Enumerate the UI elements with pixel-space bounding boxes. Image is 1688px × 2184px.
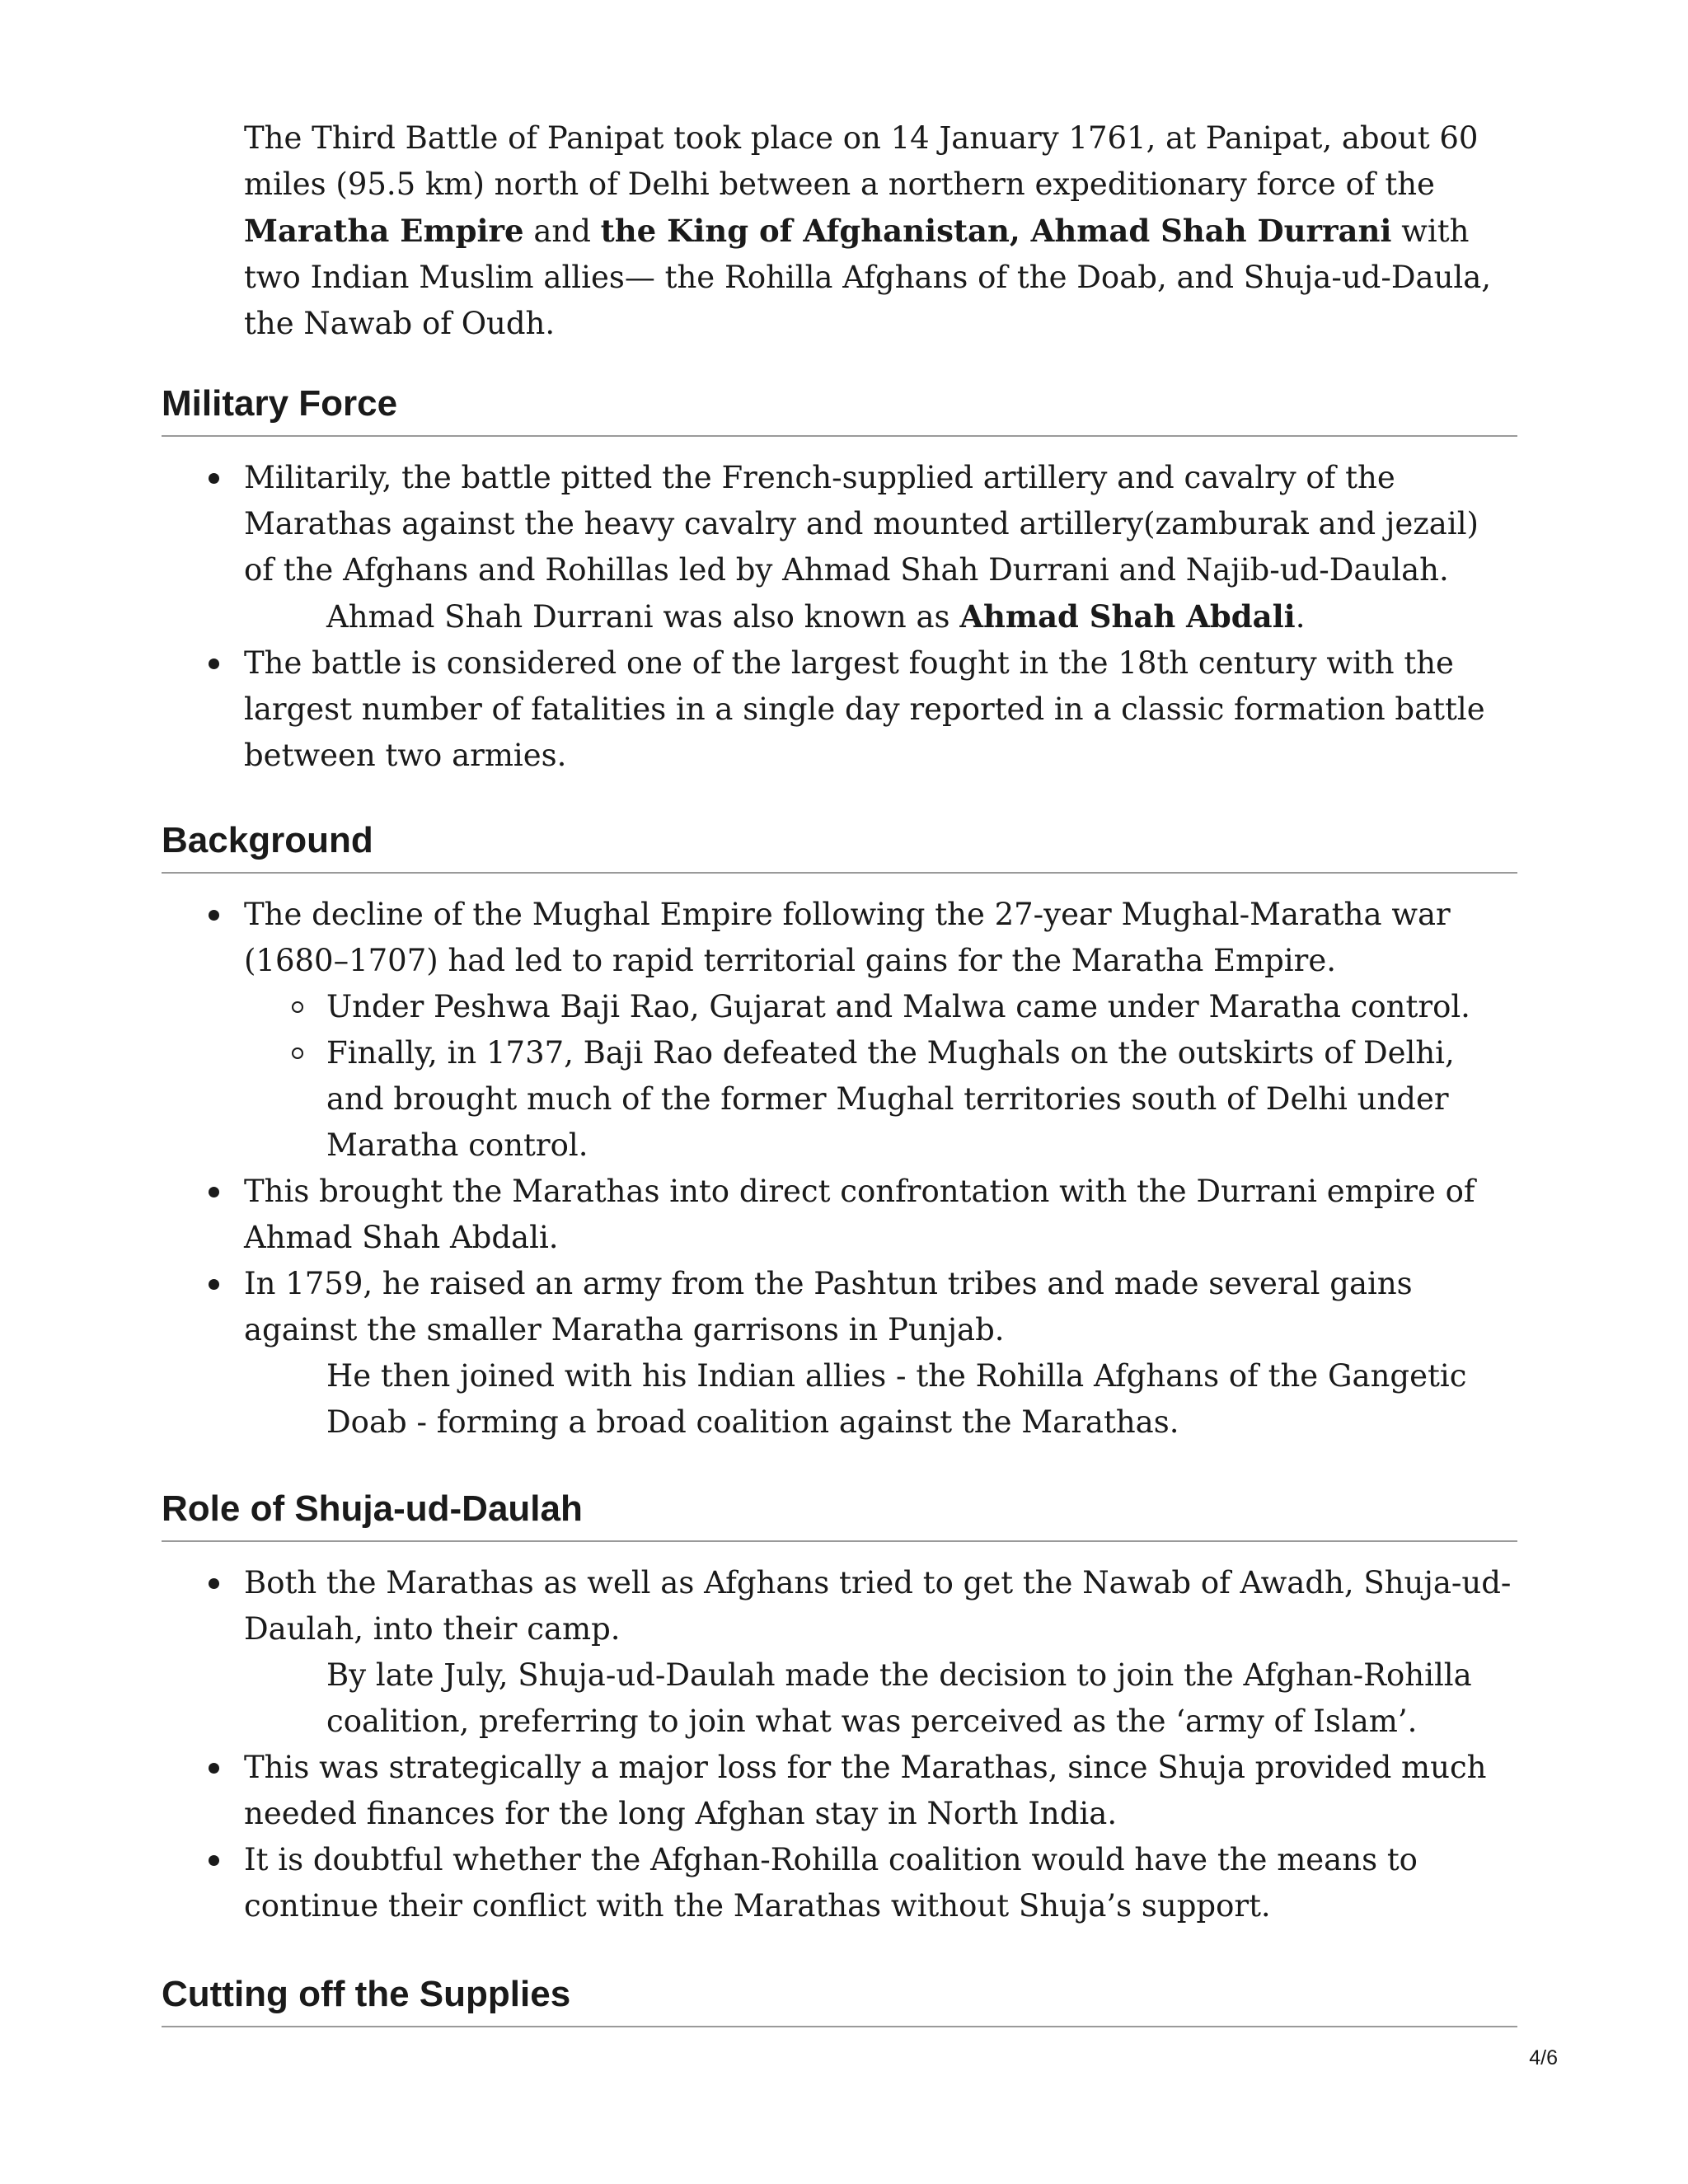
list-item <box>162 1560 1517 1745</box>
sub-list-item-text: Finally, in 1737, Baji Rao defeated the Mughals on the outskirts of Delhi, and brought much of the former Mughal territories south of Delhi under Maratha control. <box>326 1035 1455 1163</box>
section-cutting-off-supplies <box>162 1971 1517 2027</box>
list-item-note: He then joined with his Indian allies - the Rohilla Afghans of the Gangetic Doab - forming a broad coalition against the Marathas. <box>326 1358 1467 1440</box>
sub-list-item-text: Under Peshwa Baji Rao, Gujarat and Malwa came under Maratha control. <box>326 989 1470 1024</box>
list-item <box>162 1837 1517 1929</box>
list-item <box>162 892 1517 1169</box>
intro-text-1: The Third Battle of Panipat took place on 14 January 1761, at Panipat, about 60 miles (95.5 km) north of Delhi between a northern expeditionary force of the <box>244 120 1479 202</box>
background-list <box>162 892 1517 1446</box>
section-military-force <box>162 381 1517 779</box>
shuja-list <box>162 1560 1517 1929</box>
heading-role-of-shuja: Role of Shuja-ud-Daulah <box>162 1486 1517 1542</box>
intro-paragraph <box>244 115 1517 347</box>
heading-military-force: Military Force <box>162 381 1517 437</box>
heading-background: Background <box>162 818 1517 874</box>
list-item-text: It is doubtful whether the Afghan-Rohilla coalition would have the means to continue their conflict with the Marathas without Shuja’s support. <box>244 1842 1418 1924</box>
list-item-text: Both the Marathas as well as Afghans tried to get the Nawab of Awadh, Shuja-ud-Daulah, into their camp. <box>244 1565 1512 1647</box>
list-item-text: Militarily, the battle pitted the French-supplied artillery and cavalry of the Marathas against the heavy cavalry and mounted artillery(zamburak and jezail) of the Afghans and Rohillas led by Ahmad Shah Durrani and Najib-ud-Daulah. <box>244 460 1479 588</box>
list-item <box>162 1745 1517 1837</box>
heading-cutting-off-supplies: Cutting off the Supplies <box>162 1971 1517 2027</box>
sub-list-item <box>244 1030 1517 1169</box>
list-item <box>162 1169 1517 1261</box>
list-item-note <box>244 593 1517 640</box>
note-bold-ahmad-shah-abdali: Ahmad Shah Abdali <box>959 598 1296 635</box>
military-force-list <box>162 455 1517 779</box>
list-item-text: In 1759, he raised an army from the Pashtun tribes and made several gains against the smaller Maratha garrisons in Punjab. <box>244 1266 1413 1347</box>
list-item <box>162 455 1517 640</box>
note-end: . <box>1295 599 1306 635</box>
intro-bold-king-of-afghanistan: the King of Afghanistan, Ahmad Shah Durrani <box>600 213 1392 249</box>
list-item-text: The battle is considered one of the largest fought in the 18th century with the largest number of fatalities in a single day reported in a classic formation battle between two armies. <box>244 645 1485 773</box>
list-item-text: This brought the Marathas into direct confrontation with the Durrani empire of Ahmad Shah Abdali. <box>244 1174 1475 1255</box>
intro-text-3: with two Indian Muslim allies— the Rohilla Afghans of the Doab, and Shuja-ud-Daula, the Nawab of Oudh. <box>244 213 1492 341</box>
sub-list-item <box>244 984 1517 1030</box>
list-item <box>162 1261 1517 1446</box>
list-item-text: This was strategically a major loss for the Marathas, since Shuja provided much needed finances for the long Afghan stay in North India. <box>244 1750 1487 1831</box>
intro-text-2: and <box>523 213 601 249</box>
sub-list <box>244 984 1517 1169</box>
page-number: 4/6 <box>1529 2046 1558 2069</box>
section-background <box>162 818 1517 1446</box>
list-item-note: By late July, Shuja-ud-Daulah made the decision to join the Afghan-Rohilla coalition, preferring to join what was perceived as the ‘army of Islam’. <box>326 1657 1472 1739</box>
intro-bold-maratha-empire: Maratha Empire <box>244 213 524 249</box>
section-role-of-shuja <box>162 1486 1517 1929</box>
note-text: Ahmad Shah Durrani was also known as <box>326 599 960 635</box>
list-item <box>162 640 1517 779</box>
list-item-text: The decline of the Mughal Empire following the 27-year Mughal-Maratha war (1680–1707) had led to rapid territorial gains for the Maratha Empire. <box>244 897 1451 978</box>
